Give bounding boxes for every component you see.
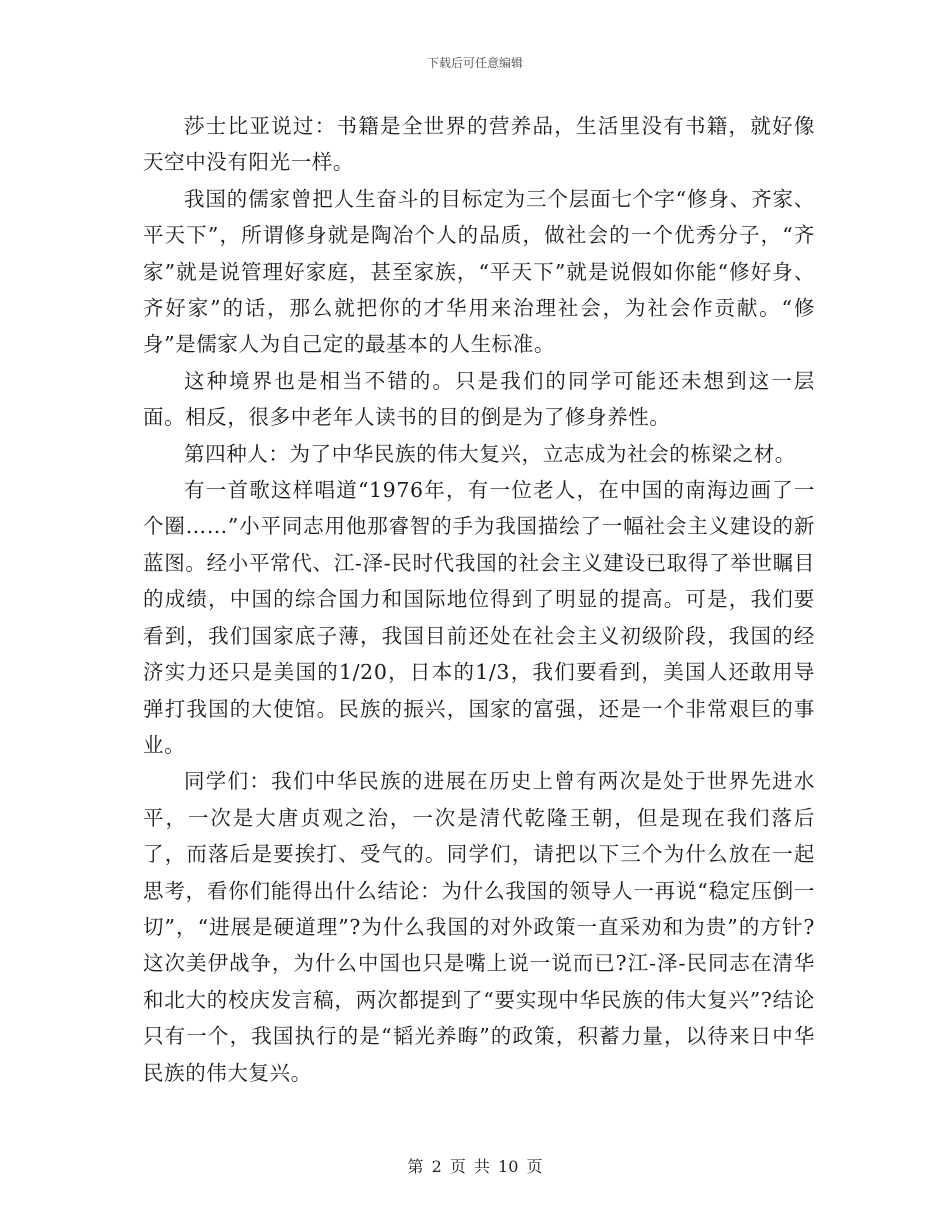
paragraph: 我国的儒家曾把人生奋斗的目标定为三个层面七个字“修身、齐家、平天下”，所谓修身就是陶冶个人的品质，做社会的一个优秀分子，“齐家”就是说管理好家庭，甚至家族，“平天下”就是说假如你能“修好身、齐好家”的话，那么就把你的才华用来治理社会，为社会作贡献。“修身”是儒家人为自己定的最基本的人生标准。 <box>143 186 815 357</box>
page-header: 下载后可任意编辑 <box>426 56 523 70</box>
paragraph: 这种境界也是相当不错的。只是我们的同学可能还未想到这一层面。相反，很多中老年人读书的目的倒是为了修身养性。 <box>143 368 815 430</box>
page-number-footer: 第 2 页 共 10 页 <box>407 1157 543 1176</box>
paragraph: 第四种人：为了中华民族的伟大复兴，立志成为社会的栋梁之材。 <box>184 441 796 466</box>
paragraph: 有一首歌这样唱道“1976年，有一位老人，在中国的南海边画了一个圈……”小平同志用他那睿智的手为我国描绘了一幅社会主义建设的新蓝图。经小平常代、江-泽-民时代我国的社会主义建设已取得了举世瞩目的成绩，中国的综合国力和国际地位得到了明显的提高。可是，我们要看到，我们国家底子薄，我国目前还处在社会主义初级阶段，我国的经济实力还只是美国的1/20，日本的1/3，我们要看到，美国人还敢用导弹打我国的大使馆。民族的振兴，国家的富强，还是一个非常艰巨的事业。 <box>143 478 815 757</box>
paragraph: 同学们：我们中华民族的进展在历史上曾有两次是处于世界先进水平，一次是大唐贞观之治，一次是清代乾隆王朝，但是现在我们落后了，而落后是要挨打、受气的。同学们，请把以下三个为什么放在一起思考，看你们能得出什么结论：为什么我国的领导人一再说“稳定压倒一切”，“进展是硬道理”?为什么我国的对外政策一直采劝和为贵”的方针?这次美伊战争，为什么中国也只是嘴上说一说而已?江-泽-民同志在清华和北大的校庆发言稿，两次都提到了“要实现中华民族的伟大复兴”?结论只有一个，我国执行的是“韬光养晦”的政策，积蓄力量，以待来日中华民族的伟大复兴。 <box>143 769 815 1085</box>
paragraph: 莎士比亚说过：书籍是全世界的营养品，生活里没有书籍，就好像天空中没有阳光一样。 <box>143 114 815 175</box>
document-body <box>143 108 815 1091</box>
